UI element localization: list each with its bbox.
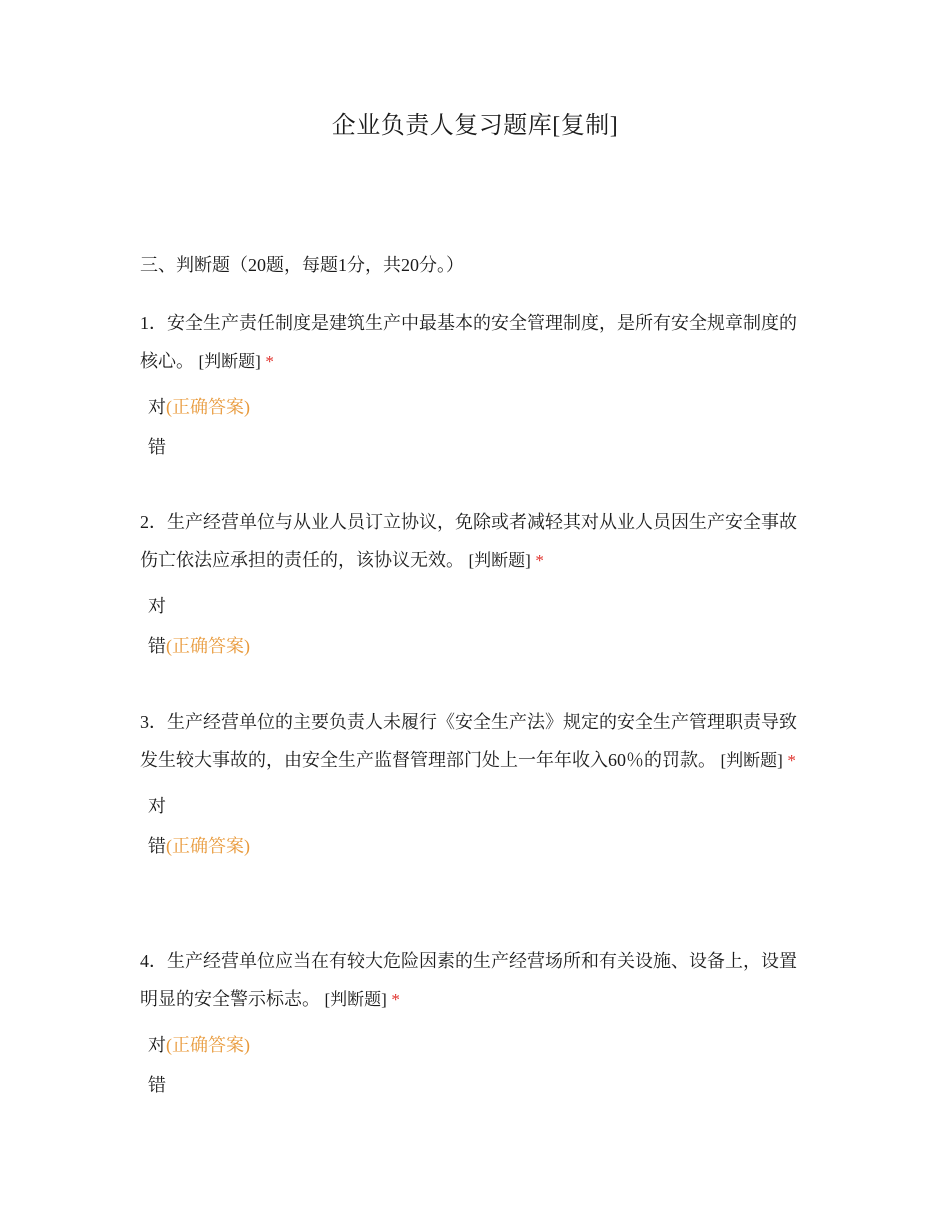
option-false[interactable] xyxy=(148,626,810,666)
correct-answer-tag: (正确答案) xyxy=(166,836,250,856)
document-title: 企业负责人复习题库[复制] xyxy=(331,113,619,139)
option-label: 错 xyxy=(148,1075,166,1095)
question-type-label: [判断题] xyxy=(324,990,387,1009)
answer-options xyxy=(140,586,810,666)
option-true[interactable] xyxy=(148,786,810,826)
question-stem-text: 1．安全生产责任制度是建筑生产中最基本的安全管理制度，是所有安全规章制度的核心。 xyxy=(140,313,797,371)
question-type-label: [判断题] xyxy=(468,551,531,570)
required-asterisk: * xyxy=(391,990,400,1009)
required-asterisk: * xyxy=(787,751,796,770)
correct-answer-tag: (正确答案) xyxy=(166,1035,250,1055)
question-4 xyxy=(140,942,810,1105)
option-false[interactable] xyxy=(148,427,810,467)
option-label: 对 xyxy=(148,397,166,417)
section-heading: 三、判断题（20题，每题1分，共20分。） xyxy=(140,255,464,275)
option-label: 对 xyxy=(148,1035,166,1055)
option-label: 对 xyxy=(148,596,166,616)
option-label: 错 xyxy=(148,636,166,656)
answer-options xyxy=(140,786,810,866)
answer-options xyxy=(140,1025,810,1105)
question-stem-text: 4．生产经营单位应当在有较大危险因素的生产经营场所和有关设施、设备上，设置明显的安全警示标志。 xyxy=(140,951,797,1009)
question-2 xyxy=(140,503,810,666)
question-stem xyxy=(140,503,810,580)
option-false[interactable] xyxy=(148,1065,810,1105)
required-asterisk: * xyxy=(265,352,274,371)
question-stem xyxy=(140,942,810,1019)
question-stem-text: 2．生产经营单位与从业人员订立协议，免除或者减轻其对从业人员因生产安全事故伤亡依法应承担的责任的，该协议无效。 xyxy=(140,512,797,570)
option-label: 错 xyxy=(148,437,166,457)
option-label: 错 xyxy=(148,836,166,856)
question-stem xyxy=(140,703,810,780)
required-asterisk: * xyxy=(535,551,544,570)
option-true[interactable] xyxy=(148,586,810,626)
question-type-label: [判断题] xyxy=(720,751,783,770)
question-stem-text: 3．生产经营单位的主要负责人未履行《安全生产法》规定的安全生产管理职责导致发生较大事故的，由安全生产监督管理部门处上一年年收入60％的罚款。 xyxy=(140,712,797,770)
option-label: 对 xyxy=(148,796,166,816)
question-3 xyxy=(140,703,810,866)
option-true[interactable] xyxy=(148,387,810,427)
question-type-label: [判断题] xyxy=(198,352,261,371)
correct-answer-tag: (正确答案) xyxy=(166,636,250,656)
correct-answer-tag: (正确答案) xyxy=(166,397,250,417)
option-false[interactable] xyxy=(148,826,810,866)
question-stem xyxy=(140,304,810,381)
answer-options xyxy=(140,387,810,467)
option-true[interactable] xyxy=(148,1025,810,1065)
question-1 xyxy=(140,304,810,467)
